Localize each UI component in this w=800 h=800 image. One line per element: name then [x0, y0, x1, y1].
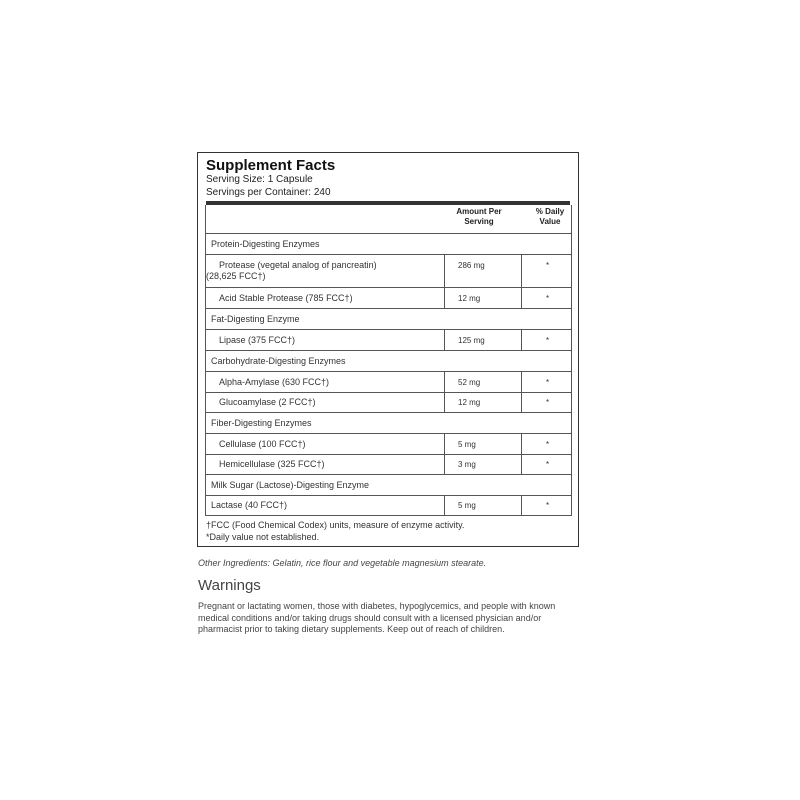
- row-divider: [206, 412, 571, 413]
- item-lactase: Lactase (40 FCC†): [211, 500, 288, 510]
- servings-per-container: Servings per Container: 240: [206, 187, 331, 198]
- item-alpha-amylase: Alpha-Amylase (630 FCC†): [219, 377, 330, 387]
- row-divider: [206, 329, 571, 330]
- supplement-facts-panel: [197, 152, 579, 547]
- column-divider: [444, 433, 445, 474]
- category-fiber: Fiber-Digesting Enzymes: [211, 418, 312, 428]
- warnings-heading: Warnings: [198, 577, 261, 594]
- amount-glucoamylase: 12 mg: [458, 398, 481, 407]
- header-amount-per-serving: [448, 207, 510, 227]
- item-cellulase: Cellulase (100 FCC†): [219, 439, 306, 449]
- column-divider: [521, 329, 522, 350]
- column-divider: [444, 329, 445, 350]
- category-fat: Fat-Digesting Enzyme: [211, 314, 300, 324]
- dv-cellulase: *: [546, 440, 550, 449]
- warnings-text: Pregnant or lactating women, those with diabetes, hypoglycemics, and people with known medical conditions and/or taking drugs should consult with a licensed physician and/or pharmacist prior to taking dietary supplements. Keep out of reach of children.: [198, 601, 556, 634]
- header-amount-line1: Amount Per: [456, 207, 502, 216]
- dv-hemicellulase: *: [546, 460, 550, 469]
- row-divider: [206, 371, 571, 372]
- header-dv-line2: Value: [539, 217, 561, 226]
- amount-hemicellulase: 3 mg: [458, 460, 476, 469]
- row-divider: [206, 433, 571, 434]
- column-divider: [444, 371, 445, 412]
- dv-glucoamylase: *: [546, 398, 550, 407]
- category-protein: Protein-Digesting Enzymes: [211, 239, 320, 249]
- row-divider: [206, 233, 571, 234]
- row-divider: [206, 495, 571, 496]
- panel-title: Supplement Facts: [206, 157, 336, 174]
- item-glucoamylase: Glucoamylase (2 FCC†): [219, 397, 316, 407]
- category-milk-sugar: Milk Sugar (Lactose)-Digesting Enzyme: [211, 480, 370, 490]
- dv-alpha-amylase: *: [546, 378, 550, 387]
- row-divider: [206, 454, 571, 455]
- serving-size: Serving Size: 1 Capsule: [206, 174, 313, 185]
- amount-protease: 286 mg: [458, 261, 485, 270]
- row-divider: [206, 392, 571, 393]
- item-protease-line1: Protease (vegetal analog of pancreatin): [219, 260, 377, 270]
- column-divider: [521, 254, 522, 308]
- column-divider: [444, 254, 445, 308]
- item-hemicellulase: Hemicellulase (325 FCC†): [219, 459, 325, 469]
- row-divider: [206, 254, 571, 255]
- header-dv-line1: % Daily: [535, 207, 565, 216]
- dv-acid-stable-protease: *: [546, 294, 550, 303]
- column-divider: [521, 495, 522, 515]
- category-carbohydrate: Carbohydrate-Digesting Enzymes: [211, 356, 346, 366]
- amount-cellulase: 5 mg: [458, 440, 476, 449]
- other-ingredients: Other Ingredients: Gelatin, rice flour and vegetable magnesium stearate.: [198, 558, 487, 568]
- row-divider: [206, 515, 571, 516]
- amount-lactase: 5 mg: [458, 501, 476, 510]
- facts-table: [205, 205, 572, 516]
- header-daily-value: [526, 207, 574, 227]
- item-protease-line2: (28,625 FCC†): [206, 271, 266, 281]
- row-divider: [206, 287, 571, 288]
- item-lipase: Lipase (375 FCC†): [219, 335, 296, 345]
- dv-protease: *: [546, 261, 550, 270]
- row-divider: [206, 350, 571, 351]
- header-amount-line2: Serving: [464, 217, 494, 226]
- item-protease: [206, 260, 377, 282]
- footnote-daily-value: *Daily value not established.: [206, 532, 320, 542]
- column-divider: [521, 371, 522, 412]
- dv-lactase: *: [546, 501, 550, 510]
- item-acid-stable-protease: Acid Stable Protease (785 FCC†): [219, 293, 353, 303]
- row-divider: [206, 308, 571, 309]
- column-divider: [444, 495, 445, 515]
- footnote-fcc: †FCC (Food Chemical Codex) units, measure of enzyme activity.: [206, 520, 465, 530]
- dv-lipase: *: [546, 336, 550, 345]
- amount-alpha-amylase: 52 mg: [458, 378, 481, 387]
- amount-acid-stable-protease: 12 mg: [458, 294, 481, 303]
- row-divider: [206, 474, 571, 475]
- amount-lipase: 125 mg: [458, 336, 485, 345]
- column-divider: [521, 433, 522, 474]
